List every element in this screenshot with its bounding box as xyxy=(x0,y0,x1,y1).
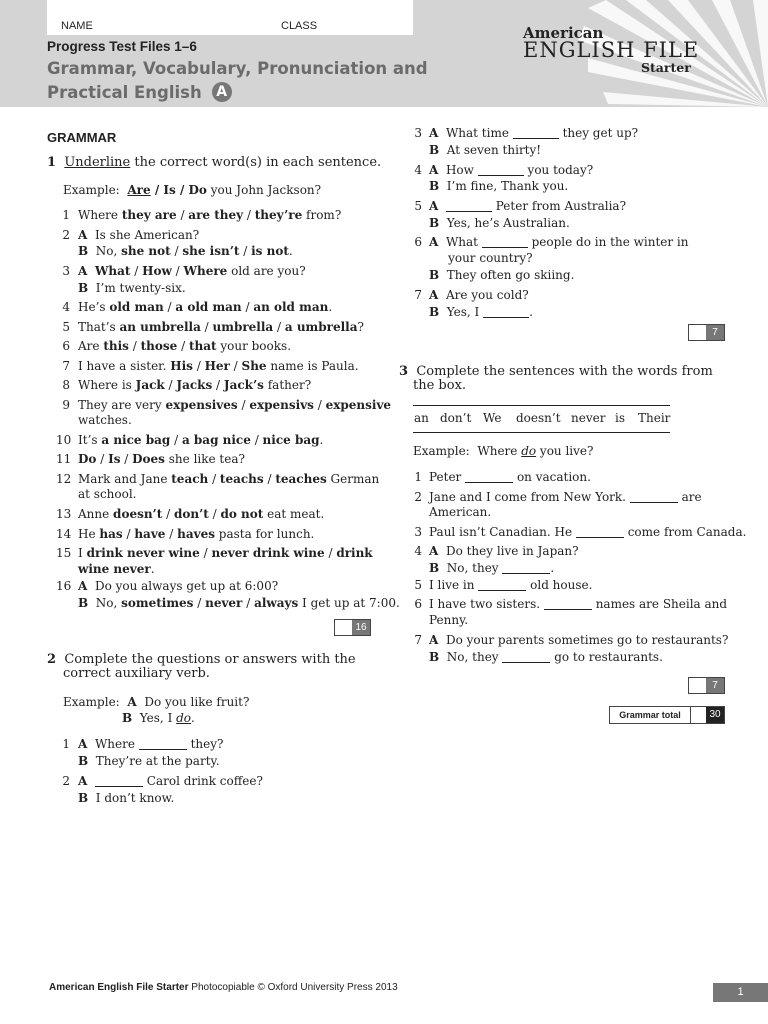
ex3-score: 7 xyxy=(706,678,724,693)
item-number: 6 xyxy=(414,235,422,249)
list-item: B I’m twenty-six. xyxy=(78,281,186,295)
list-item: B Yes, he’s Australian. xyxy=(429,216,570,230)
subtitle-line2 xyxy=(47,82,232,102)
item-number: 9 xyxy=(62,398,70,412)
ex2-example-b: B Yes, I do. xyxy=(122,711,195,725)
item-number: 16 xyxy=(56,579,72,593)
list-item: He’s old man / a old man / an old man. xyxy=(78,300,333,314)
brand-starter: Starter xyxy=(641,60,691,75)
ex3-example xyxy=(413,444,593,459)
grammar-total-box xyxy=(609,706,725,724)
item-number: 2 xyxy=(414,490,422,504)
list-item: I live in old house. xyxy=(429,578,593,592)
item-number: 6 xyxy=(414,597,422,611)
ex3-example-pre: Where xyxy=(477,444,522,458)
item-number: 3 xyxy=(62,264,70,278)
ex3-example-answer: do xyxy=(521,444,537,458)
item-number: 7 xyxy=(414,633,422,647)
list-item: A Do you always get up at 6:00? xyxy=(78,579,279,593)
word-box-item: doesn’t xyxy=(516,411,561,425)
ex2-example-a: Example: A Do you like fruit? xyxy=(63,695,250,709)
ex1-instruction-rest: the correct word(s) in each sentence. xyxy=(130,155,382,170)
item-number: 11 xyxy=(56,452,72,466)
ex2-number: 2 xyxy=(47,652,57,667)
ex2-example-b-answer: do xyxy=(176,711,192,725)
list-item: wine never. xyxy=(78,562,155,576)
list-item: I have two sisters. names are Sheila and xyxy=(429,597,728,611)
word-box xyxy=(413,405,670,433)
footer-brand: American English File Starter xyxy=(49,982,189,993)
ex3-instruction xyxy=(399,365,713,393)
ex1-instruction-underlined: Underline xyxy=(64,155,131,170)
list-item: Penny. xyxy=(429,613,469,627)
list-item: A What / How / Where old are you? xyxy=(78,264,306,278)
list-item: He has / have / haves pasta for lunch. xyxy=(78,527,315,541)
list-item: at school. xyxy=(78,487,137,501)
header-band xyxy=(0,0,768,107)
list-item: I have a sister. His / Her / She name is Paula. xyxy=(78,359,359,373)
item-number: 12 xyxy=(56,472,72,486)
list-item: Peter on vacation. xyxy=(429,470,591,484)
ex3-instruction-line2: the box. xyxy=(413,378,467,393)
ex2-example-a-text: Do you like fruit? xyxy=(144,695,250,709)
brand-english-file: ENGLISH FILE xyxy=(523,38,700,62)
list-item: Are this / those / that your books. xyxy=(78,339,292,353)
item-number: 5 xyxy=(414,199,422,213)
item-number: 3 xyxy=(414,126,422,140)
item-number: 7 xyxy=(414,288,422,302)
list-item: A Is she American? xyxy=(78,228,200,242)
item-number: 2 xyxy=(62,774,70,788)
list-item: B No, sometimes / never / always I get up at 7:00. xyxy=(78,596,400,610)
item-number: 1 xyxy=(62,737,70,751)
list-item: Anne doesn’t / don’t / do not eat meat. xyxy=(78,507,325,521)
list-item: B They often go skiing. xyxy=(429,268,575,282)
example-answer: Are xyxy=(127,183,151,197)
ex2-instruction-line2: correct auxiliary verb. xyxy=(63,666,210,681)
list-item: B No, they . xyxy=(429,561,555,575)
name-class-box xyxy=(47,0,413,35)
version-badge: A xyxy=(212,82,232,102)
ex3-score-box xyxy=(688,677,725,694)
item-number: 5 xyxy=(414,578,422,592)
word-box-item: an xyxy=(414,411,429,425)
class-label: CLASS xyxy=(281,20,318,32)
ex1-example xyxy=(63,183,321,198)
item-number: 5 xyxy=(62,320,70,334)
item-number: 15 xyxy=(56,546,72,560)
item-number: 10 xyxy=(56,433,72,447)
grammar-total-value: 30 xyxy=(706,707,724,723)
page-number: 1 xyxy=(713,983,768,1002)
list-item: It’s a nice bag / a bag nice / nice bag. xyxy=(78,433,324,447)
example-label: Example: xyxy=(63,183,120,197)
word-box-item: never xyxy=(571,411,606,425)
item-number: 3 xyxy=(414,525,422,539)
item-number: 8 xyxy=(62,378,70,392)
list-item: Jane and I come from New York. are xyxy=(429,490,702,504)
list-item: watches. xyxy=(78,413,132,427)
list-item: Do / Is / Does she like tea? xyxy=(78,452,245,466)
list-item: A How you today? xyxy=(429,163,594,177)
ex2-instruction xyxy=(47,653,356,681)
list-item: American. xyxy=(429,505,492,519)
list-item: That’s an umbrella / umbrella / a umbrella? xyxy=(78,320,364,334)
ex2-score-box xyxy=(688,324,725,341)
list-item: B They’re at the party. xyxy=(78,754,220,768)
list-item: A Do your parents sometimes go to restaurants? xyxy=(429,633,729,647)
ex1-score: 16 xyxy=(352,620,370,635)
subtitle-line2-text: Practical English xyxy=(47,83,202,102)
item-number: 1 xyxy=(414,470,422,484)
list-item: I drink never wine / never drink wine / drink xyxy=(78,546,373,560)
item-number: 4 xyxy=(62,300,70,314)
list-item: B No, she not / she isn’t / is not. xyxy=(78,244,293,258)
example-rest: you John Jackson? xyxy=(206,183,322,197)
test-title: Progress Test Files 1–6 xyxy=(47,39,197,54)
list-item: B Yes, I . xyxy=(429,305,533,319)
word-box-item: don’t xyxy=(440,411,472,425)
list-item: B I don’t know. xyxy=(78,791,175,805)
item-number: 4 xyxy=(414,544,422,558)
ex2-score: 7 xyxy=(706,325,724,340)
ex3-example-label: Example: xyxy=(413,444,470,458)
word-box-item: Their xyxy=(638,411,671,425)
list-item: They are very expensives / expensivs / expensive xyxy=(78,398,392,412)
list-item: Mark and Jane teach / teachs / teaches German xyxy=(78,472,380,486)
item-number: 4 xyxy=(414,163,422,177)
ex1-instruction xyxy=(47,155,381,170)
list-item: Paul isn’t Canadian. He come from Canada. xyxy=(429,525,747,539)
item-number: 14 xyxy=(56,527,72,541)
name-label: NAME xyxy=(61,20,93,32)
ex1-score-box xyxy=(334,619,371,636)
list-item: B At seven thirty! xyxy=(429,143,542,157)
list-item: A Are you cold? xyxy=(429,288,529,302)
ex3-number: 3 xyxy=(399,364,409,379)
list-item: A Where they? xyxy=(78,737,224,751)
list-item: A Do they live in Japan? xyxy=(429,544,579,558)
word-box-item: is xyxy=(615,411,625,425)
list-item: Where they are / are they / they’re from? xyxy=(78,208,342,222)
list-item: A What time they get up? xyxy=(429,126,639,140)
list-item: A Carol drink coffee? xyxy=(78,774,263,788)
ex1-number: 1 xyxy=(47,155,57,170)
subtitle-line1: Grammar, Vocabulary, Pronunciation and xyxy=(47,59,428,78)
list-item: your country? xyxy=(429,251,533,265)
list-item: B No, they go to restaurants. xyxy=(429,650,663,664)
brand-american: American xyxy=(523,24,604,42)
item-number: 13 xyxy=(56,507,72,521)
word-box-item: We xyxy=(483,411,502,425)
item-number: 1 xyxy=(62,208,70,222)
ex2-example-b-post: . xyxy=(191,711,195,725)
section-heading: GRAMMAR xyxy=(47,130,117,145)
footer-copyright xyxy=(49,982,398,993)
item-number: 7 xyxy=(62,359,70,373)
ex2-example-label: Example: xyxy=(63,695,120,709)
item-number: 6 xyxy=(62,339,70,353)
list-item: A Peter from Australia? xyxy=(429,199,627,213)
list-item: A What people do in the winter in xyxy=(429,235,689,249)
ex3-instruction-line1: Complete the sentences with the words from xyxy=(416,364,713,379)
grammar-total-label: Grammar total xyxy=(610,707,691,723)
ex3-example-post: you live? xyxy=(536,444,594,458)
example-options: / Is / Do xyxy=(150,183,207,197)
footer-rest: Photocopiable © Oxford University Press 2013 xyxy=(188,982,398,993)
list-item: Where is Jack / Jacks / Jack’s father? xyxy=(78,378,312,392)
item-number: 2 xyxy=(62,228,70,242)
ex2-instruction-line1: Complete the questions or answers with the xyxy=(64,652,356,667)
list-item: B I’m fine, Thank you. xyxy=(429,179,569,193)
ex2-example-b-pre: Yes, I xyxy=(139,711,177,725)
